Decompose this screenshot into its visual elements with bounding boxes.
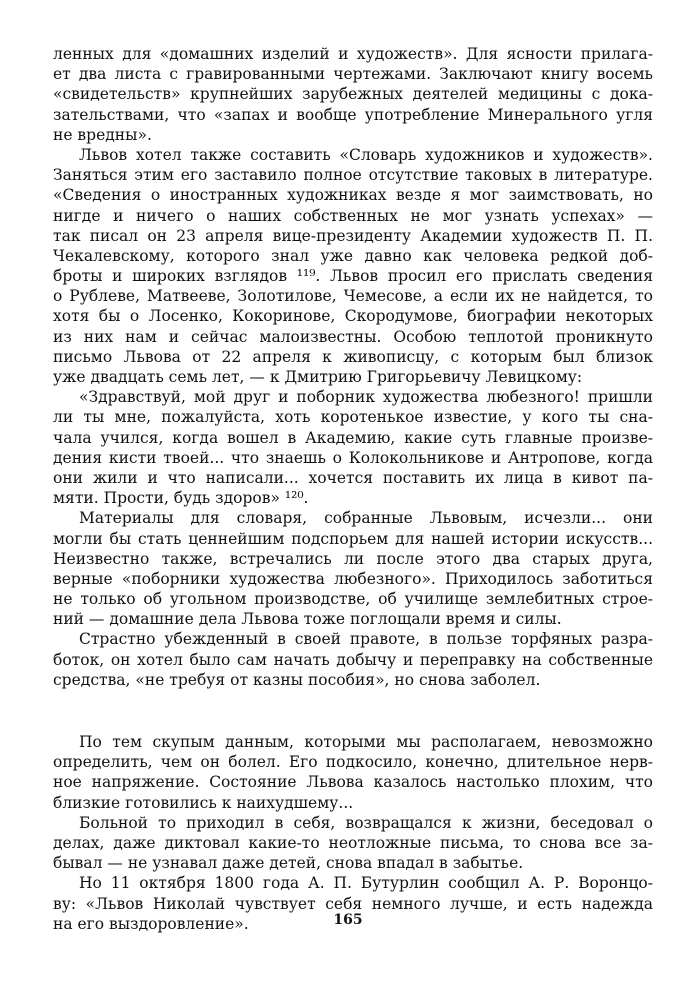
text-line: «Сведения о иностранных художниках везде я мог заимствовать, но xyxy=(53,186,653,205)
text-line: По тем скупым данным, которыми мы располагаем, невозможно xyxy=(79,733,653,751)
text-line: мяти. Прости, будь здоров» ¹²⁰. xyxy=(53,489,309,508)
text-line: из них нам и сейчас малоизвестны. Особою теплотой проникнуто xyxy=(53,327,653,346)
paragraph xyxy=(53,508,653,629)
text-line: зательствами, что «запах и вообще употребление Минерального угля xyxy=(53,105,653,124)
page-body xyxy=(53,44,653,934)
text-line: Больной то приходил в себя, возвращался к жизни, беседовал о xyxy=(79,813,653,832)
text-line: Чекалевскому, которого знал уже давно как человека редкой доб- xyxy=(53,246,653,265)
text-line: могли бы стать ценнейшим подспорьем для нашей истории искусств... xyxy=(53,529,653,548)
text-line: Неизвестно также, встречались ли после этого два старых друга, xyxy=(53,549,653,568)
text-line: дения кисти твоей... что знаешь о Колокольникове и Антропове, когда xyxy=(53,448,653,467)
text-line: близкие готовились к наихудшему... xyxy=(53,793,354,812)
page-number: 165 xyxy=(333,912,363,928)
text-line: ву: «Львов Николай чувствует себя немного лучше, и есть надежда xyxy=(53,894,653,913)
text-line: чала учился, когда вошел в Академию, какие суть главные произве- xyxy=(53,428,653,447)
paragraph xyxy=(53,44,653,145)
paragraph xyxy=(53,145,653,387)
text-line: ний — домашние дела Львова тоже поглощали время и силы. xyxy=(53,610,562,629)
text-line: на его выздоровление». xyxy=(53,914,249,933)
text-line: не вредны». xyxy=(53,125,152,144)
text-line: броты и широких взглядов ¹¹⁹. Львов просил его прислать сведения xyxy=(53,267,653,286)
text-line: Но 11 октября 1800 года А. П. Бутурлин сообщил А. Р. Воронцо- xyxy=(79,874,653,893)
text-line: ли ты мне, пожалуйста, хоть коротенькое известие, у кого ты сна- xyxy=(53,408,653,427)
text-line: «Здравствуй, мой друг и поборник художества любезного! пришли xyxy=(79,388,653,407)
text-line: уже двадцать семь лет, — к Дмитрию Григорьевичу Левицкому: xyxy=(53,368,583,386)
text-line: Материалы для словаря, собранные Львовым, исчезли... они xyxy=(79,509,653,528)
text-line: не только об угольном производстве, об училище землебитных строе- xyxy=(53,590,653,609)
text-line: письмо Львова от 22 апреля к живописцу, с которым был близок xyxy=(53,347,653,366)
paragraph xyxy=(53,629,653,690)
text-line: делах, даже диктовал какие-то неотложные письма, то снова все за- xyxy=(53,833,653,852)
text-line: Львов хотел также составить «Словарь художников и художеств». xyxy=(79,145,653,164)
text-line: хотя бы о Лосенко, Кокоринове, Скородумове, биографии некоторых xyxy=(53,307,653,326)
text-line: ет два листа с гравированными чертежами. Заключают книгу восемь xyxy=(53,65,653,84)
paragraph xyxy=(53,732,653,813)
section-gap xyxy=(53,690,653,732)
text-line: верные «поборники художества любезного». Приходилось заботиться xyxy=(53,569,653,588)
text-line: о Рублеве, Матвееве, Золотилове, Чемесове, а если их не найдется, то xyxy=(53,287,653,306)
text-line: ленных для «домашних изделий и художеств». Для ясности прилага- xyxy=(53,45,653,63)
text-line: Страстно убежденный в своей правоте, в пользе торфяных разра- xyxy=(79,630,653,649)
text-line: ное напряжение. Состояние Львова казалось настолько плохим, что xyxy=(53,773,653,792)
text-line: определить, чем он болел. Его подкосило, конечно, длительное нерв- xyxy=(53,753,653,772)
text-line: Заняться этим его заставило полное отсутствие таковых в литературе. xyxy=(53,166,653,185)
text-line: «свидетельств» крупнейших зарубежных деятелей медицины с дока- xyxy=(53,85,653,104)
paragraph xyxy=(53,387,653,508)
paragraph xyxy=(53,813,653,874)
text-line: они жили и что написали... хочется поставить их лица в кивот па- xyxy=(53,468,653,487)
text-line: нигде и ничего о наших собственных не мог узнать успехах» — xyxy=(53,206,653,225)
text-line: бывал — не узнавал даже детей, снова впадал в забытье. xyxy=(53,854,524,873)
text-line: так писал он 23 апреля вице-президенту Академии художеств П. П. xyxy=(53,226,653,245)
text-line: средства, «не требуя от казны пособия», но снова заболел. xyxy=(53,670,541,689)
text-line: боток, он хотел было сам начать добычу и переправку на собственные xyxy=(53,650,653,669)
